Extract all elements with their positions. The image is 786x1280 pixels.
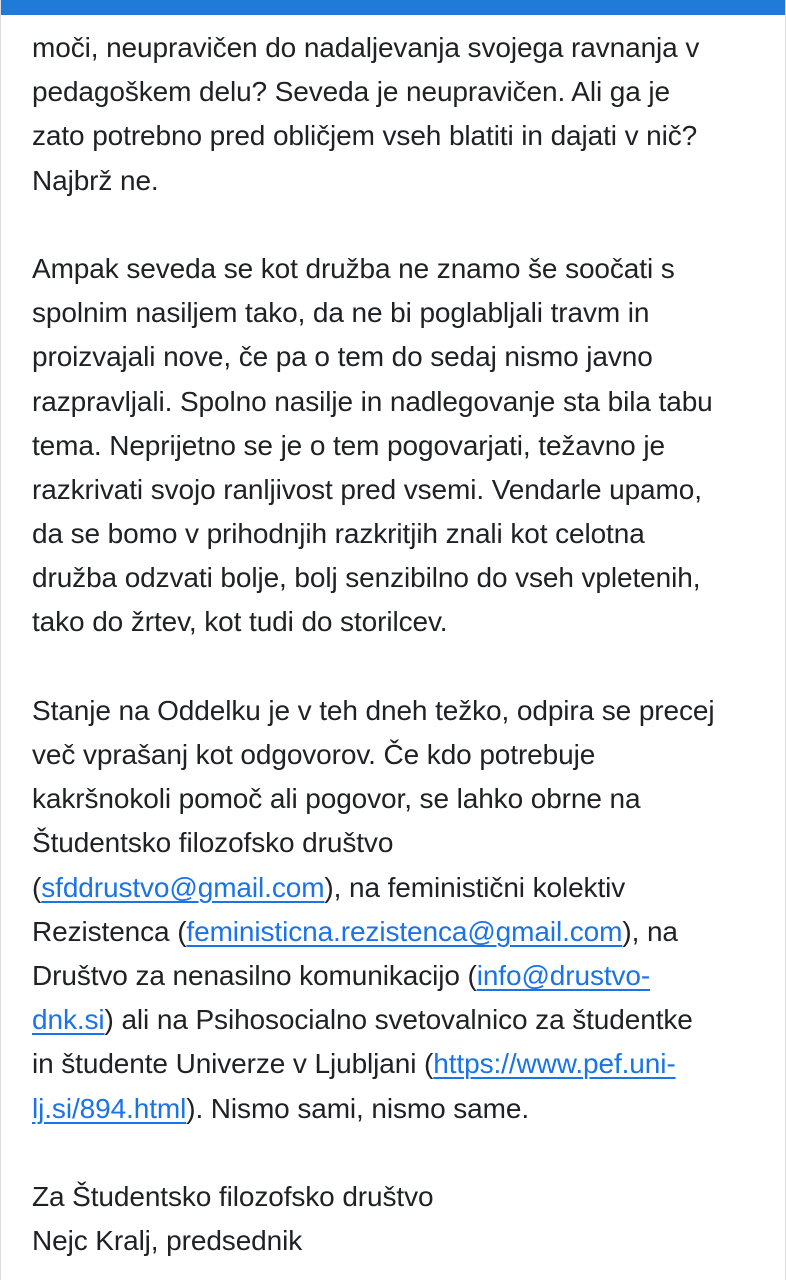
pef-url-link-part-2[interactable]: lj.si/894.html [32,1092,187,1124]
rezistenca-email-link[interactable]: feministicna.rezistenca@gmail.com [186,915,623,947]
paragraph-3-line-3: kakršnokoli pomoč ali pogovor, se lahko obrne na [32,783,641,815]
paragraph-2 [32,247,772,645]
paragraph-2-line-7: da se bomo v prihodnjih razkritjih znali kot celotna [32,518,645,550]
paragraph-3-line-7 [32,954,772,998]
paragraph-3-line-1: Stanje na Oddelku je v teh dneh težko, odpira se precej [32,694,715,726]
top-accent-bar [0,0,786,15]
paragraph-2-line-1: Ampak seveda se kot družba ne znamo še soočati s [32,252,675,284]
paragraph-3 [32,689,772,1131]
paragraph-3-line-5-post: ), na feministični kolektiv [324,871,626,903]
paragraph-3-line-8 [32,998,772,1042]
pef-url-link-part-1[interactable]: https://www.pef.uni- [433,1048,676,1080]
paragraph-3-line-5 [32,866,772,910]
paragraph-2-line-8: družba odzvati bolje, bolj senzibilno do vseh vpletenih, [32,562,701,594]
signature-name: Nejc Kralj, predsednik [32,1225,303,1257]
paragraph-1-line-2: pedagoškem delu? Seveda je neupravičen. Ali ga je [32,76,670,108]
paragraph-2-line-4: razpravljali. Spolno nasilje in nadlegovanje sta bila tabu [32,385,713,417]
paragraph-2-line-3: proizvajali nove, če pa o tem do sedaj nismo javno [32,341,653,373]
paragraph-3-line-6 [32,910,772,954]
paragraph-1-line-4: Najbrž ne. [32,164,159,196]
paragraph-3-line-6-pre: Rezistenca ( [32,915,187,947]
paragraph-3-line-7-pre: Društvo za nenasilno komunikacijo ( [32,959,477,991]
paragraph-1-line-3: zato potrebno pred obličjem vseh blatiti in dajati v nič? [32,120,698,152]
paragraph-2-line-9: tako do žrtev, kot tudi do storilcev. [32,606,448,638]
dnk-email-link-part-2[interactable]: dnk.si [32,1004,105,1036]
message-body [32,26,772,1263]
paragraph-3-line-9-pre: in študente Univerze v Ljubljani ( [32,1048,434,1080]
dnk-email-link-part-1[interactable]: info@drustvo- [476,959,651,991]
paragraph-3-line-9 [32,1042,772,1086]
signature-organization: Za Študentsko filozofsko društvo [32,1180,434,1212]
paragraph-2-line-2: spolnim nasiljem tako, da ne bi poglabljali travm in [32,297,650,329]
paragraph-3-line-2: več vprašanj kot odgovorov. Če kdo potrebuje [32,739,596,770]
paragraph-3-line-5-pre: ( [32,871,42,903]
paragraph-3-line-4: Študentsko filozofsko društvo [32,827,394,859]
paragraph-3-line-10-post: ). Nismo sami, nismo same. [186,1092,530,1124]
paragraph-3-line-8-post: ) ali na Psihosocialno svetovalnico za študentke [104,1004,693,1036]
paragraph-2-line-6: razkrivati svojo ranljivost pred vsemi. Vendarle upamo, [32,473,702,505]
paragraph-2-line-5: tema. Neprijetno se je o tem pogovarjati, težavno je [32,429,665,461]
signature [32,1175,772,1263]
left-border [0,0,1,1280]
paragraph-1-line-1: moči, neupravičen do nadaljevanja svojega ravnanja v [32,32,700,63]
sfd-email-link[interactable]: sfddrustvo@gmail.com [41,871,325,903]
paragraph-1 [32,26,772,203]
paragraph-3-line-10 [32,1087,772,1131]
paragraph-3-line-6-post: ), na [622,915,678,947]
